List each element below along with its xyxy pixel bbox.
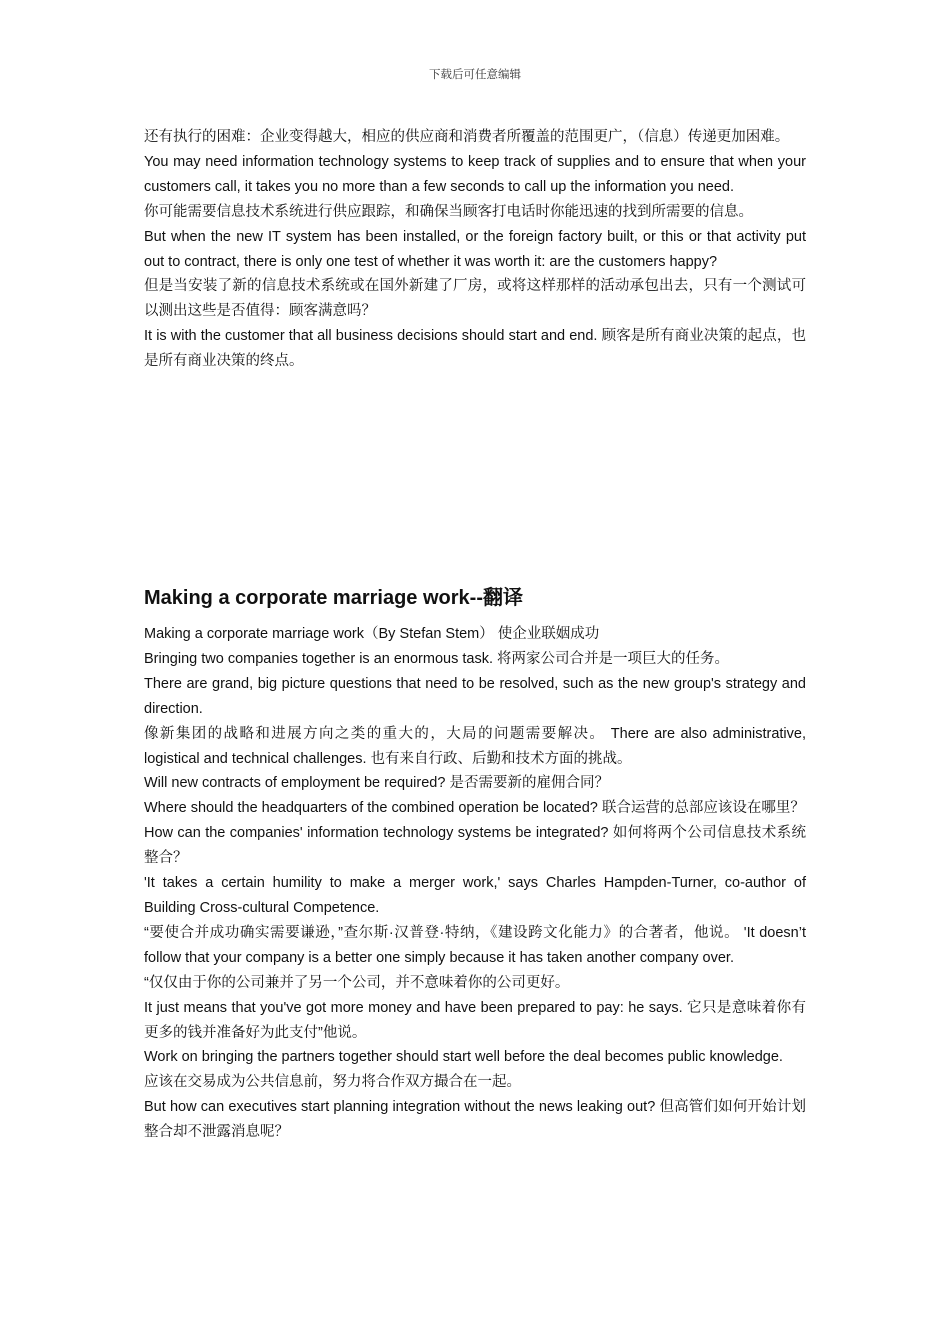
paragraph: Where should the headquarters of the combined operation be located? 联合运营的总部应该设在哪里？ [144, 800, 805, 817]
page-header: 下载后可任意编辑 [429, 67, 521, 81]
paragraph: “仅仅由于你的公司兼并了另一个公司，并不意味着你的公司更好。 [144, 974, 570, 991]
paragraph: But when the new IT system has been installed, or the foreign factory built, or this or that activity put out to contract, there is only one test of whether it was worth it: are the customers happy? [144, 228, 806, 270]
paragraph: “要使合并成功确实需要谦逊，”查尔斯·汉普登·特纳，《建设跨文化能力》的合著者，他说。 'It doesn’t follow that your company is a better one simply because it has taken another company over. [144, 924, 806, 966]
paragraph: There are grand, big picture questions that need to be resolved, such as the new group's strategy and direction. [144, 675, 806, 717]
paragraph: It is with the customer that all business decisions should start and end. 顾客是所有商业决策的起点，也是所有商业决策的终点。 [144, 328, 806, 370]
paragraph: 还有执行的困难：企业变得越大，相应的供应商和消费者所覆盖的范围更广，（信息）传递更加困难。 [144, 129, 790, 145]
paragraph: You may need information technology systems to keep track of supplies and to ensure that when your customers call, it takes you no more than a few seconds to call up the information you need. [144, 153, 806, 195]
paragraph: 应该在交易成为公共信息前，努力将合作双方撮合在一起。 [144, 1074, 521, 1091]
paragraph: 像新集团的战略和进展方向之类的重大的，大局的问题需要解决。 There are also administrative, logistical and technical challenges. 也有来自行政、后勤和技术方面的挑战。 [144, 725, 806, 767]
paragraph: Will new contracts of employment be required? 是否需要新的雇佣合同？ [144, 775, 609, 792]
text-block-1 [144, 125, 806, 374]
paragraph: Bringing two companies together is an enormous task. 将两家公司合并是一项巨大的任务。 [144, 650, 730, 667]
paragraph: 但是当安装了新的信息技术系统或在国外新建了厂房，或将这样那样的活动承包出去，只有一个测试可以测出这些是否值得：顾客满意吗？ [144, 278, 806, 320]
paragraph: Work on bringing the partners together should start well before the deal becomes public knowledge. [144, 1049, 783, 1066]
section-heading: Making a corporate marriage work--翻译 [144, 587, 523, 609]
paragraph: Making a corporate marriage work（By Stefan Stem） 使企业联姻成功 [144, 626, 600, 642]
paragraph: But how can executives start planning integration without the news leaking out? 但高管们如何开始计划整合却不泄露消息呢？ [144, 1099, 806, 1141]
paragraph: 你可能需要信息技术系统进行供应跟踪，和确保当顾客打电话时你能迅速的找到所需要的信息。 [144, 203, 753, 220]
paragraph: 'It takes a certain humility to make a merger work,' says Charles Hampden-Turner, co-author of Building Cross-cultural Competence. [144, 875, 806, 916]
paragraph: It just means that you've got more money and have been prepared to pay: he says. 它只是意味着你有更多的钱并准备好为此支付”他说。 [144, 999, 806, 1041]
paragraph: How can the companies' information technology systems be integrated? 如何将两个公司信息技术系统整合？ [144, 825, 806, 867]
text-block-2 [144, 622, 806, 1145]
